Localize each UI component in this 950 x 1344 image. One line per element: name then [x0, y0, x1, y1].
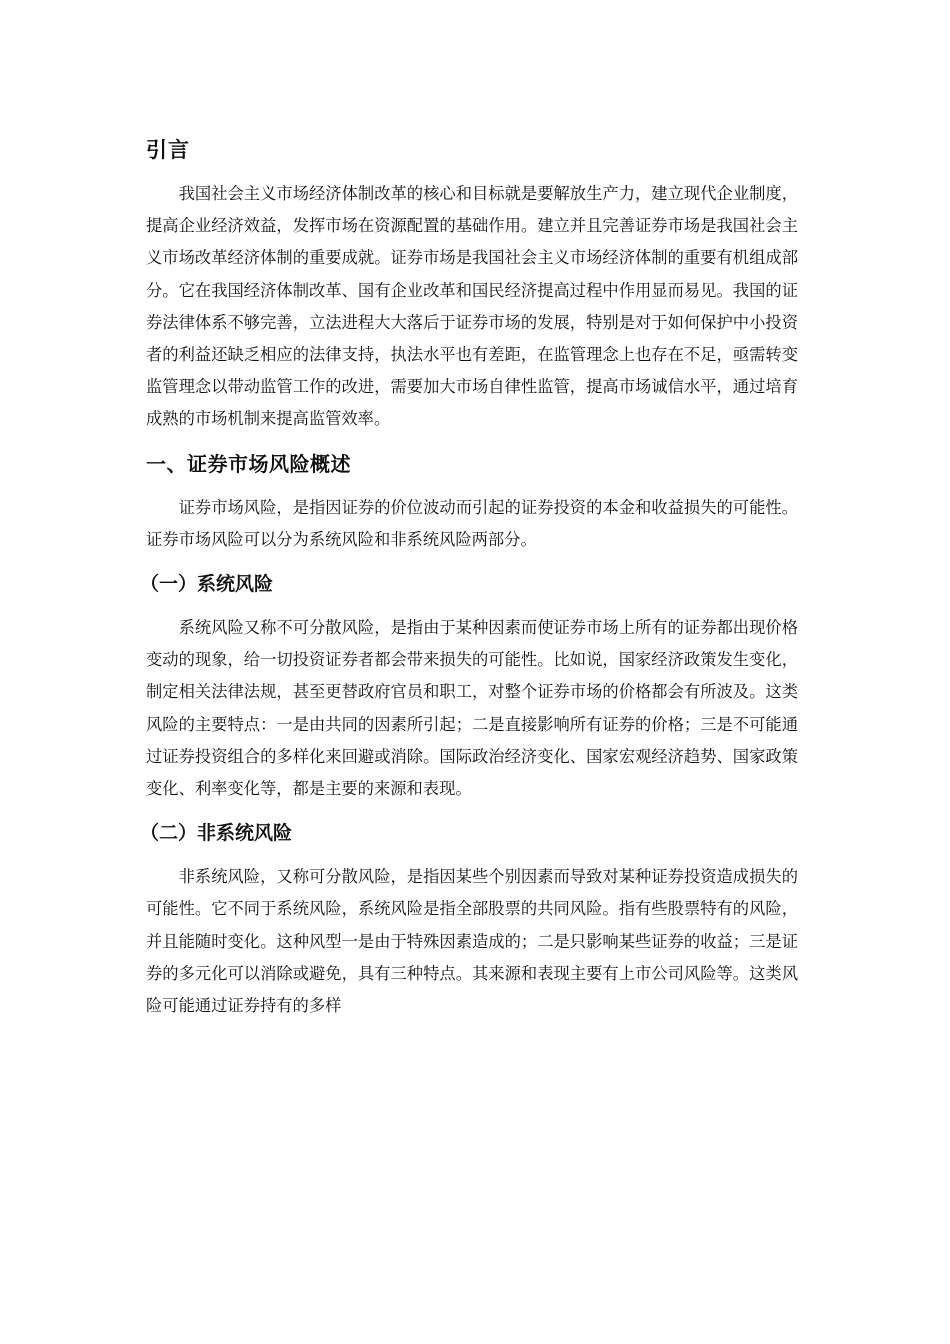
intro-paragraph: 我国社会主义市场经济体制改革的核心和目标就是要解放生产力，建立现代企业制度，提高企业经济效益，发挥市场在资源配置的基础作用。建立并且完善证券市场是我国社会主义市场改革经济体制的重要成就。证券市场是我国社会主义市场经济体制的重要有机组成部分。它在我国经济体制改革、国有企业改革和国民经济提高过程中作用显而易见。我国的证券法律体系不够完善，立法进程大大落后于证券市场的发展，特别是对于如何保护中小投资者的利益还缺乏相应的法律支持，执法水平也有差距，在监管理念上也存在不足，亟需转变监管理念以带动监管工作的改进，需要加大市场自律性监管，提高市场诚信水平，通过培育成熟的市场机制来提高监管效率。: [146, 184, 798, 429]
subsection-systematic-risk-paragraph: 系统风险又称不可分散风险，是指由于某种因素而使证券市场上所有的证券都出现价格变动的现象，给一切投资证券者都会带来损失的可能性。比如说，国家经济政策发生变化，制定相关法律法规，甚至更替政府官员和职工，对整个证券市场的价格都会有所波及。这类风险的主要特点：一是由共同的因素所引起；二是直接影响所有证券的价格；三是不可能通过证券投资组合的多样化来回避或消除。国际政治经济变化、国家宏观经济趋势、国家政策变化、利率变化等，都是主要的来源和表现。: [146, 618, 798, 799]
subsection-nonsystematic-risk-heading: （二）非系统风险: [140, 822, 293, 845]
section1-paragraph: 证券市场风险，是指因证券的价位波动而引起的证券投资的本金和收益损失的可能性。证券市场风险可以分为系统风险和非系统风险两部分。: [146, 497, 798, 549]
section1-heading: 一、证券市场风险概述: [146, 451, 351, 476]
document-body: [140, 130, 798, 1030]
subsection-nonsystematic-risk-paragraph: 非系统风险，又称可分散风险，是指因某些个别因素而导致对某种证券投资造成损失的可能性。它不同于系统风险，系统风险是指全部股票的共同风险。指有些股票特有的风险，并且能随时变化。这种风型一是由于特殊因素造成的；二是只影响某些证券的收益；三是证券的多元化可以消除或避免，具有三种特点。其来源和表现主要有上市公司风险等。这类风险可能通过证券持有的多样: [146, 867, 798, 1016]
subsection-systematic-risk-heading: （一）系统风险: [140, 573, 274, 596]
intro-heading: 引言: [146, 138, 190, 162]
